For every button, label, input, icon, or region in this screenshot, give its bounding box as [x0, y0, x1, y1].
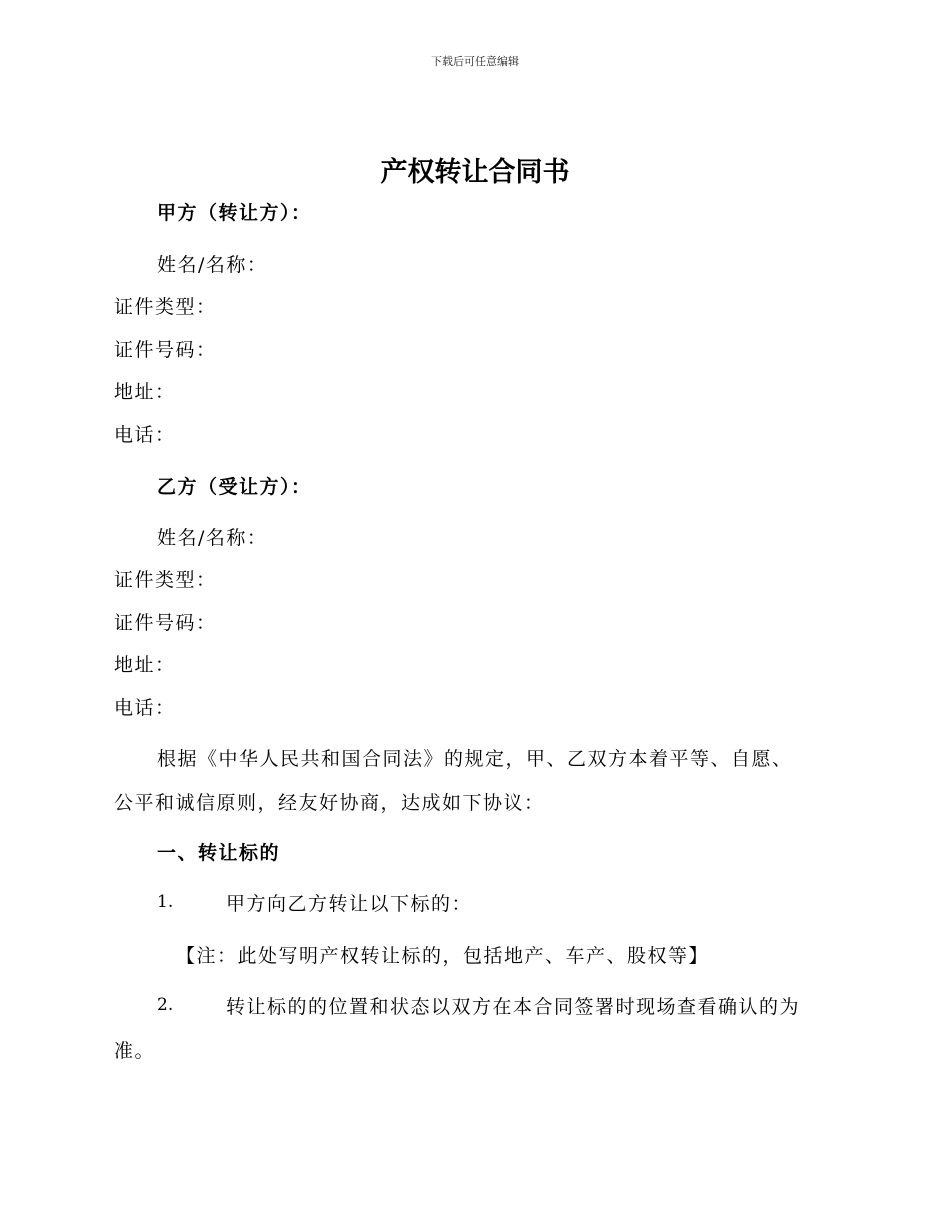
party-a-address-field: 地址： — [114, 381, 176, 403]
party-b-address-field: 地址： — [114, 654, 176, 676]
item-1-text: 甲方向乙方转让以下标的： — [226, 893, 473, 915]
party-a-heading: 甲方（转让方）： — [157, 202, 312, 224]
item-2-line-2: 准。 — [114, 1040, 156, 1062]
party-b-name-field: 姓名/名称： — [157, 527, 268, 549]
party-b-id-type-field: 证件类型： — [114, 569, 217, 591]
note-text: 【注：此处写明产权转让标的，包括地产、车产、股权等】 — [176, 945, 710, 967]
party-b-id-number-field: 证件号码： — [114, 612, 217, 634]
party-a-id-type-field: 证件类型： — [114, 296, 217, 318]
item-2-line-1: 转让标的的位置和状态以双方在本合同签署时现场查看确认的为 — [226, 996, 801, 1018]
item-1-number: 1. — [157, 892, 174, 912]
party-a-name-field: 姓名/名称： — [157, 254, 268, 276]
party-a-id-number-field: 证件号码： — [114, 339, 217, 361]
party-b-heading: 乙方（受让方）： — [157, 476, 312, 498]
page-title: 产权转让合同书 — [380, 157, 570, 188]
item-2-number: 2. — [157, 995, 174, 1015]
party-a-phone-field: 电话： — [114, 424, 176, 446]
preamble-line-1: 根据《中华人民共和国合同法》的规定，甲、乙双方本着平等、自愿、 — [157, 748, 793, 770]
section-1-heading: 一、转让标的 — [157, 842, 281, 864]
header-note: 下载后可任意编辑 — [431, 55, 519, 68]
party-b-phone-field: 电话： — [114, 697, 176, 719]
preamble-line-2: 公平和诚信原则，经友好协商，达成如下协议： — [114, 792, 545, 814]
